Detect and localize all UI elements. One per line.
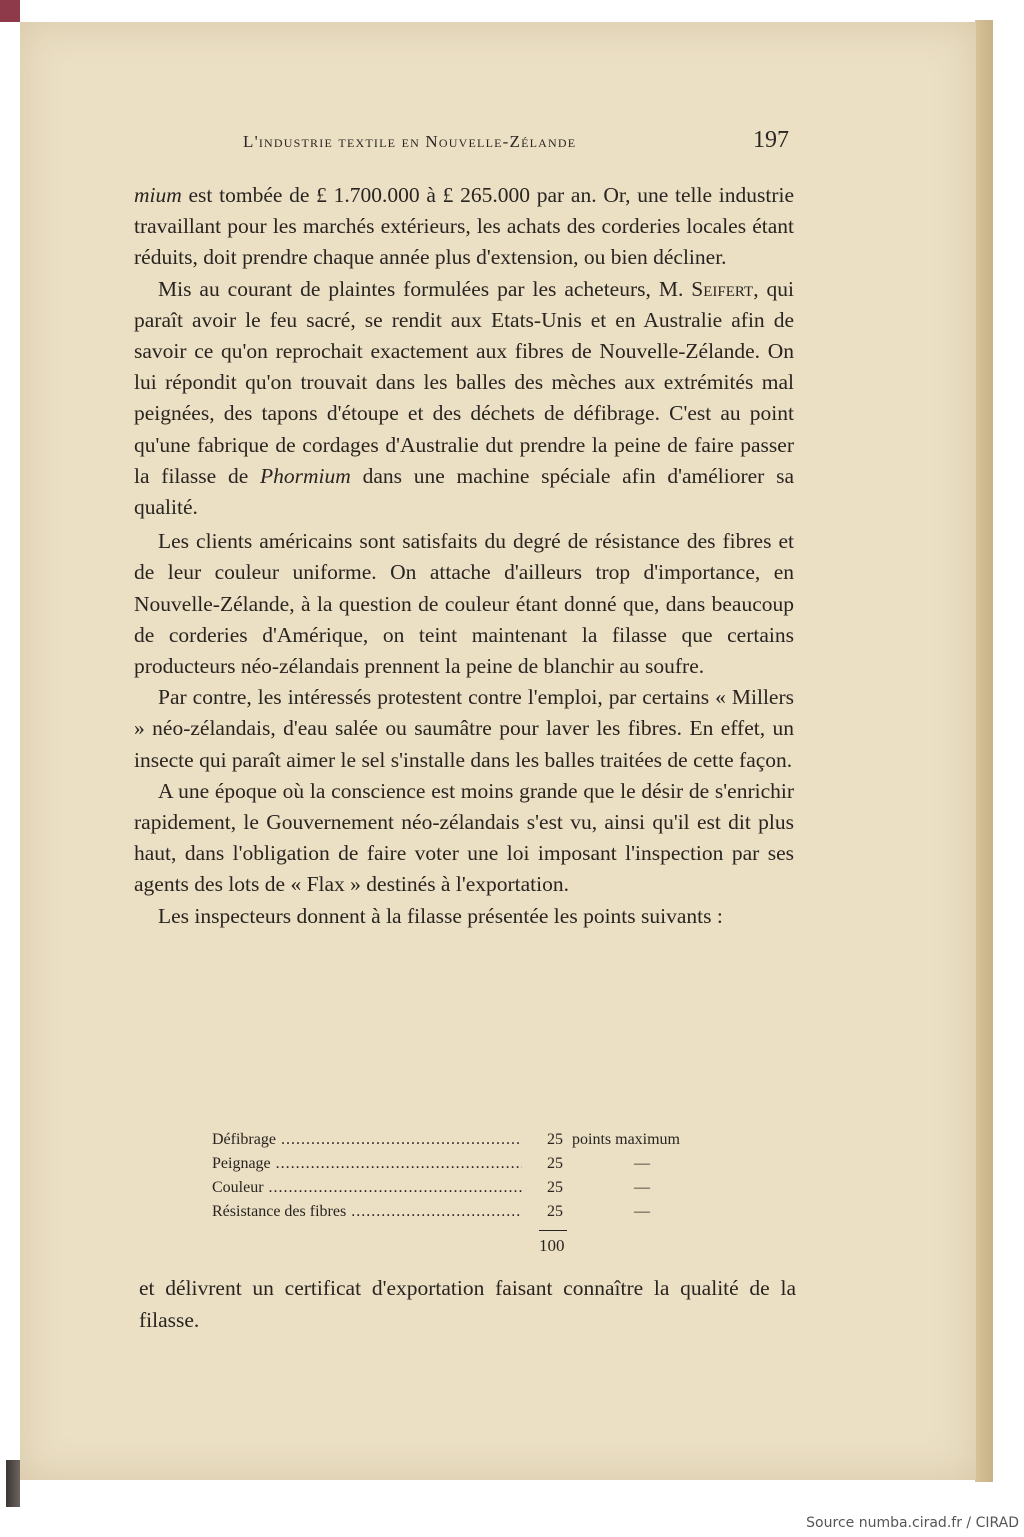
paragraph-6: Les inspecteurs donnent à la filasse présentée les points suivants :	[158, 903, 723, 928]
table-row	[212, 1176, 732, 1200]
paragraph-5: A une époque où la conscience est moins grande que le désir de s'enrichir rapidement, le Gouvernement néo-zélandais s'est vu, ainsi qu'il est dit plus haut, dans l'obligation de faire voter une loi imposant l'inspection par ses agents des lots de « Flax » destinés à l'exportation.	[134, 778, 794, 897]
table-row	[212, 1200, 732, 1224]
page-number: 197	[753, 127, 789, 153]
paragraph-2-start: Mis au courant de plaintes formulées par les acheteurs, M.	[158, 276, 692, 301]
row-ditto: —	[634, 1203, 650, 1220]
italic-word: mium	[134, 183, 182, 207]
page-edge-right	[975, 20, 993, 1482]
paragraph-2-middle: , qui paraît avoir le feu sacré, se rendit aux Etats-Unis et en Australie afin de savoir ce qu'on reprochait exactement aux fibres de Nouvelle-Zélande. On lui répondit qu'on trouvait dans les balles des mèches aux extrémités mal peignées, des tapons d'étoupe et des déchets de défibrage. C'est au point qu'une fabrique de cordages d'Australie dut prendre la peine de faire passer la filasse de	[134, 276, 794, 488]
table-row	[212, 1128, 732, 1152]
table-row	[212, 1152, 732, 1176]
points-table	[212, 1128, 732, 1255]
page-edge-left	[6, 1460, 20, 1507]
running-title: L'industrie textile en Nouvelle-Zélande	[243, 132, 577, 151]
paragraph-2-end: dans une machine spéciale afin d'améliorer sa qualité.	[134, 463, 794, 520]
row-label: Peignage .....	[212, 1152, 522, 1176]
table-total: 100	[539, 1236, 565, 1255]
row-label: Défibrage .....	[212, 1128, 522, 1152]
italic-genus: Phormium	[260, 463, 351, 488]
row-value: 25	[547, 1131, 563, 1148]
row-label: Résistance des fibres .....	[212, 1200, 522, 1224]
paragraph-1-text: est tombée de £ 1.700.000 à £ 265.000 par an. Or, une telle industrie travaillant pour les marchés extérieurs, les achats des corderies locales étant réduits, doit prendre chaque année plus d'extension, ou bien décliner.	[134, 183, 794, 270]
paragraph-4: Par contre, les intéressés protestent contre l'emploi, par certains « Millers » néo-zélandais, d'eau salée ou saumâtre pour laver les fibres. En effet, un insecte qui paraît aimer le sel s'installe dans les balles traitées de cette façon.	[134, 685, 794, 772]
paragraph-2	[134, 274, 794, 524]
row-unit: points maximum	[572, 1131, 680, 1148]
body-text	[134, 180, 794, 932]
row-value: 25	[547, 1155, 563, 1172]
row-label: Couleur .....	[212, 1176, 522, 1200]
paragraph-1	[134, 180, 794, 274]
paragraph-3: Les clients américains sont satisfaits du degré de résistance des fibres et de leur couleur uniforme. On attache d'ailleurs trop d'importance, en Nouvelle-Zélande, à la question de couleur étant donné que, dans beaucoup de corderies d'Amérique, on teint maintenant la filasse que certains producteurs néo-zélandais prennent la peine de blanchir au soufre.	[134, 529, 794, 679]
row-ditto: —	[634, 1155, 650, 1172]
closing-paragraph: et délivrent un certificat d'exportation faisant connaître la qualité de la filasse.	[139, 1276, 796, 1332]
row-value: 25	[547, 1203, 563, 1220]
person-name: Seifert	[691, 276, 754, 301]
book-binding-top	[0, 0, 20, 22]
row-value: 25	[547, 1179, 563, 1196]
source-credit: Source numba.cirad.fr / CIRAD	[806, 1515, 1019, 1531]
sum-rule	[539, 1230, 567, 1231]
row-ditto: —	[634, 1179, 650, 1196]
running-header	[243, 127, 793, 153]
